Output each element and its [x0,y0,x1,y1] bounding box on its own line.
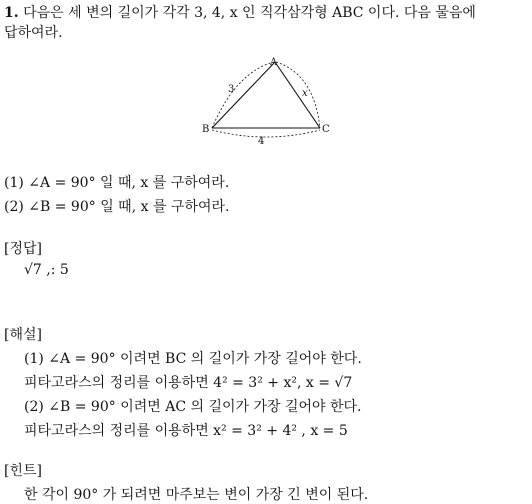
vertex-label-c: C [322,124,330,135]
answer-text: √7 ,: 5 [24,262,69,278]
hint-label: [힌트] [4,463,42,479]
answer-label: [정답] [4,241,42,257]
side-label-ac: x [302,88,308,99]
subquestion-2: (2) ∠B = 90° 일 때, x 를 구하여라. [4,199,230,215]
explanation-line-2: 피타고라스의 정리를 이용하면 4² = 3² + x², x = √7 [24,375,353,391]
question-number: 1. [4,5,19,21]
side-ab [212,62,275,128]
side-ac [275,62,320,128]
question-line-1 [4,2,476,22]
explanation-label: [해설] [4,327,42,343]
dashed-arc-bc [212,130,320,137]
vertex-label-a: A [270,57,278,68]
subquestion-1: (1) ∠A = 90° 일 때, x 를 구하여라. [4,175,230,191]
question-line-2: 답하여라. [4,25,63,41]
explanation-line-4: 피타고라스의 정리를 이용하면 x² = 3² + 4² , x = 5 [24,423,348,439]
vertex-label-b: B [202,124,210,135]
hint-text: 한 각이 90° 가 되려면 마주보는 변이 가장 긴 변이 된다. [24,487,369,503]
side-label-bc: 4 [258,136,265,147]
side-label-ab: 3 [228,84,235,95]
triangle-figure [196,52,346,148]
question-text: 다음은 세 변의 길이가 각각 3, 4, x 인 직각삼각형 ABC 이다. 다음 물음에 [23,5,476,21]
explanation-line-3: (2) ∠B = 90° 이려면 AC 의 길이가 가장 길어야 한다. [24,399,362,415]
explanation-line-1: (1) ∠A = 90° 이려면 BC 의 길이가 가장 길어야 한다. [24,351,362,367]
